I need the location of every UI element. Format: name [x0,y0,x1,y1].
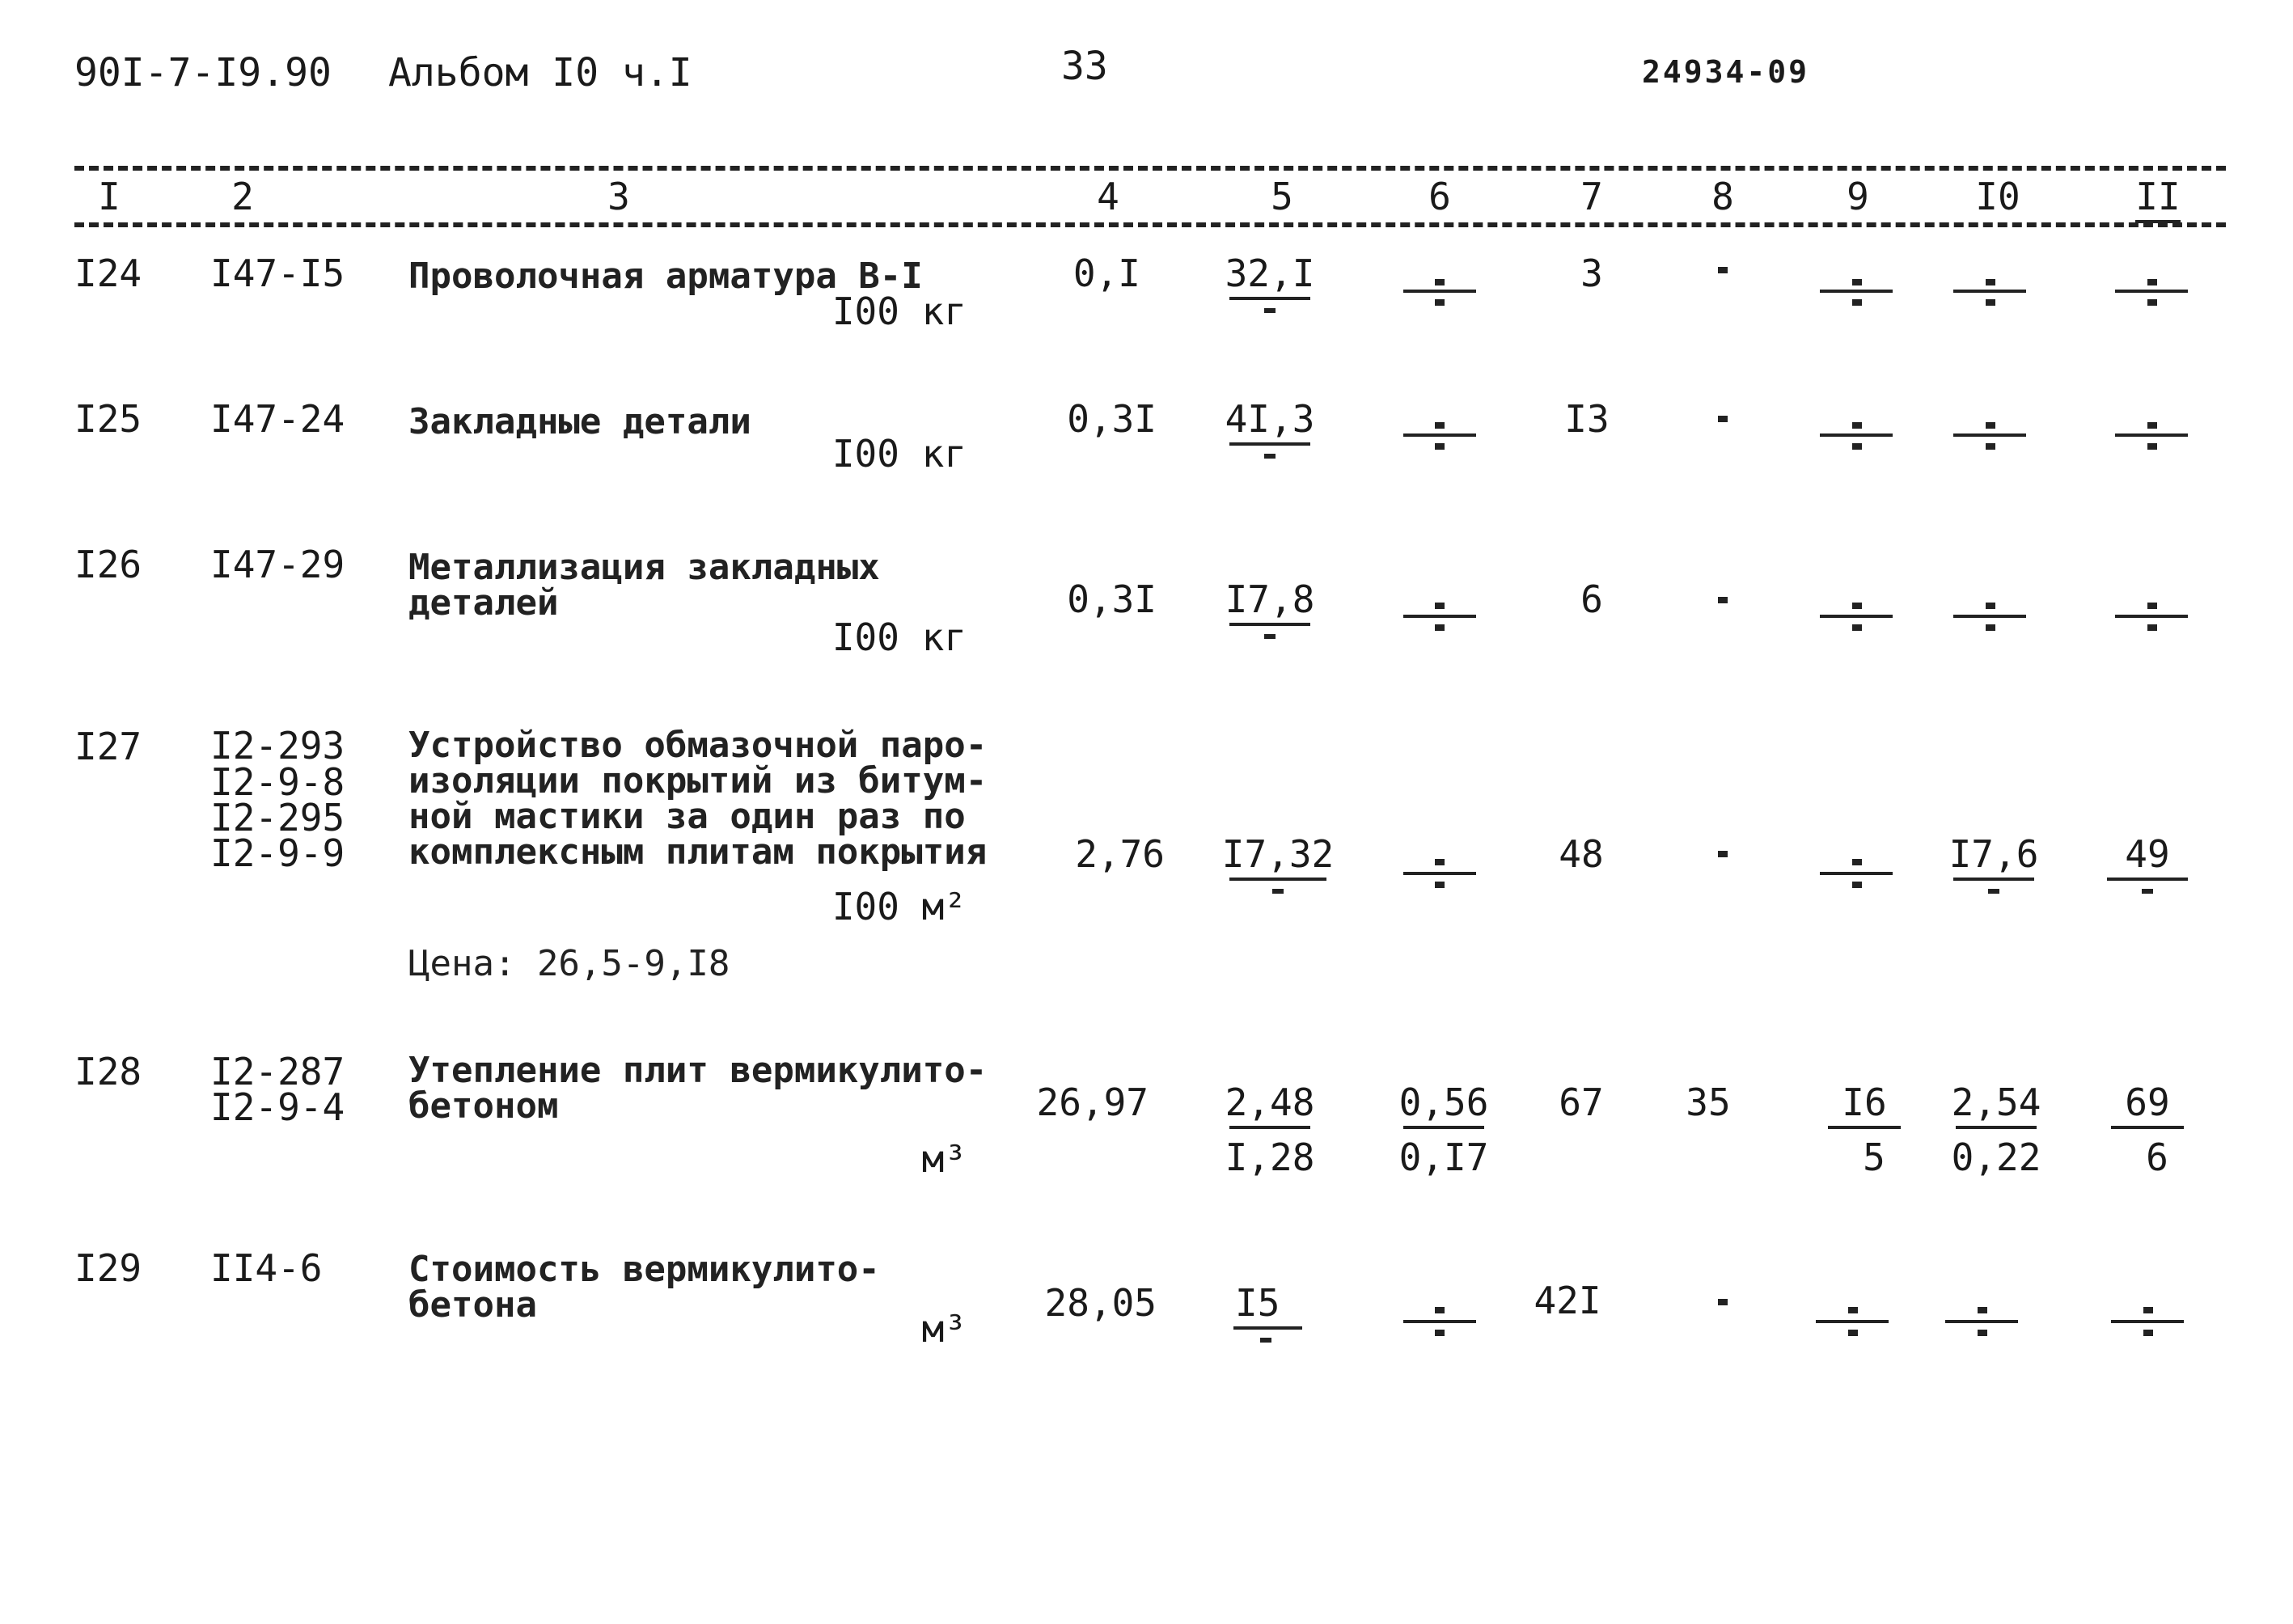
empty-dash [2147,443,2157,450]
empty-dash [1435,422,1445,429]
value-bottom: I,28 [1225,1136,1315,1179]
empty-fraction-col11 [2115,433,2188,437]
work-description: Проволочная арматура В-I [408,256,923,297]
row-number: I27 [74,725,142,768]
empty-dash [1260,1338,1271,1343]
empty-fraction-col10 [1953,433,2026,437]
value-bottom: 0,22 [1951,1136,2041,1179]
empty-dash [1435,279,1445,285]
header-bottom-rule [74,222,2226,227]
column-11-underline [2135,220,2181,223]
fraction-col10 [1951,1081,2041,1179]
cost-top: 32,I [1225,252,1315,295]
value-bottom: 5 [1863,1136,1885,1179]
work-description: Закладные детали [408,401,751,442]
empty-dash [1852,882,1862,888]
row-number: I25 [74,397,142,441]
norm-code: I2-295 [210,796,345,839]
fraction-bar [1229,878,1326,881]
value-top: 49 [2125,832,2170,876]
cost-top: I7,32 [1221,832,1335,876]
empty-dash [1718,416,1728,422]
empty-fraction-col11 [2115,615,2188,618]
value-bottom: 0,I7 [1398,1136,1489,1179]
empty-dash [1435,624,1445,631]
norm-code: I47-29 [210,543,345,586]
empty-dash [1435,882,1445,888]
empty-fraction-col9 [1816,1320,1889,1323]
empty-dash [1986,603,1995,609]
album-label: Альбом I0 ч.I [388,50,692,95]
quantity: 0,3I [1067,577,1157,621]
row-number: I26 [74,543,142,586]
fraction-col6 [1398,1081,1489,1179]
fraction-bar [1229,1126,1310,1129]
empty-dash [1272,889,1284,894]
fraction-bar [1956,1126,2037,1129]
norm-code: I2-293 [210,724,345,768]
fraction-col11 [2107,1081,2188,1179]
empty-dash [2143,1330,2153,1336]
work-description: Металлизация закладных деталей [408,547,880,624]
empty-fraction-col10 [1953,290,2026,293]
fraction-col9 [1824,1081,1905,1179]
row-number: I28 [74,1050,142,1093]
empty-dash [1848,1307,1858,1313]
empty-dash [2147,422,2157,429]
empty-fraction-col11 [2115,290,2188,293]
fraction-bar [2111,1126,2184,1129]
empty-dash [1852,422,1862,429]
fraction-bar [1828,1126,1901,1129]
column-number-4: 4 [1097,175,1119,218]
norm-code: II4-6 [210,1246,323,1290]
row-number: I24 [74,252,142,295]
empty-dash [1986,299,1995,306]
value-col7: 42I [1534,1279,1601,1322]
empty-dash [2142,889,2153,894]
empty-dash [1264,308,1276,313]
empty-dash [2147,603,2157,609]
document-number: 90I-7-I9.90 [74,50,332,95]
empty-dash [1986,443,1995,450]
column-number-2: 2 [231,175,254,218]
cost-top: I5 [1235,1281,1280,1325]
empty-fraction-col6 [1403,615,1476,618]
cost-fraction-col5 [1225,397,1315,465]
fraction-bar [1233,1326,1302,1330]
value-top: I6 [1842,1081,1887,1124]
empty-dash [1978,1307,1987,1313]
row-number: I29 [74,1246,142,1290]
column-number-8: 8 [1711,175,1734,218]
work-description: Утепление плит вермикулито- бетоном [408,1050,988,1127]
fraction-col11 [2107,832,2188,900]
empty-dash [1852,603,1862,609]
norm-code: I47-24 [210,397,345,441]
empty-fraction-col6 [1403,1320,1476,1323]
empty-fraction-col9 [1820,290,1893,293]
column-number-9: 9 [1847,175,1869,218]
empty-fraction-col6 [1403,433,1476,437]
fraction-bar [1229,297,1310,300]
empty-fraction-col11 [2111,1320,2184,1323]
fraction-bar [1403,1126,1484,1129]
unit-of-measure: I00 м² [831,885,967,928]
empty-dash [1986,422,1995,429]
empty-dash [1718,597,1728,603]
quantity: 2,76 [1075,832,1165,876]
cost-fraction-col5 [1221,832,1335,900]
norm-code: I2-9-4 [210,1085,345,1129]
value-col7: 48 [1559,832,1604,876]
value-top: 0,56 [1398,1081,1489,1124]
empty-dash [1718,851,1728,857]
value-col7: 67 [1559,1081,1604,1124]
document-code: 24934-09 [1642,54,1810,90]
empty-dash [1852,443,1862,450]
fraction-col10 [1948,832,2039,900]
column-number-6: 6 [1428,175,1451,218]
norm-code: I2-9-9 [210,831,345,875]
empty-fraction-col9 [1820,615,1893,618]
quantity: 0,I [1072,252,1140,295]
unit-of-measure: м³ [921,1307,967,1351]
unit-of-measure: I00 кг [831,615,967,659]
value-bottom: 6 [2146,1136,2168,1179]
value-col7: 3 [1580,252,1603,295]
cost-fraction-col5 [1225,252,1315,319]
value-top: 2,54 [1951,1081,2041,1124]
page-number: 33 [1061,44,1108,89]
empty-dash [2147,624,2157,631]
fraction-bar [1229,623,1310,626]
value-top: 69 [2125,1081,2170,1124]
norm-code: I2-9-8 [210,760,345,804]
value-col7: I3 [1564,397,1610,441]
empty-dash [1264,454,1276,459]
quantity: 0,3I [1067,397,1157,441]
empty-dash [2147,279,2157,285]
quantity: 26,97 [1036,1081,1149,1124]
value-top: 2,48 [1225,1081,1315,1124]
work-description: Стоимость вермикулито- бетона [408,1249,880,1326]
empty-fraction-col10 [1953,615,2026,618]
empty-dash [1848,1330,1858,1336]
empty-dash [1978,1330,1987,1336]
cost-top: 4I,3 [1225,397,1315,441]
empty-dash [1435,1307,1445,1313]
value-top: I7,6 [1948,832,2039,876]
value-col8: 35 [1686,1081,1731,1124]
unit-of-measure: м³ [921,1137,967,1181]
value-col7: 6 [1580,577,1603,621]
price-note: Цена: 26,5-9,I8 [408,943,730,984]
fraction-bar [2107,878,2188,881]
column-number-3: 3 [607,175,630,218]
empty-dash [1435,859,1445,865]
cost-fraction-col5 [1225,577,1315,645]
empty-dash [1435,299,1445,306]
empty-dash [1435,1330,1445,1336]
cost-top: I7,8 [1225,577,1315,621]
column-number-5: 5 [1271,175,1293,218]
cost-fraction-col5 [1225,1281,1306,1349]
norm-code: I47-I5 [210,252,345,295]
quantity: 28,05 [1044,1281,1157,1325]
empty-fraction-col6 [1403,872,1476,875]
empty-dash [1986,279,1995,285]
empty-fraction-col9 [1820,433,1893,437]
empty-dash [1435,443,1445,450]
empty-dash [1718,1299,1728,1305]
column-number-7: 7 [1580,175,1603,218]
column-number-11: II [2135,175,2181,218]
empty-fraction-col6 [1403,290,1476,293]
empty-dash [2143,1307,2153,1313]
unit-of-measure: I00 кг [831,432,967,476]
empty-dash [1435,603,1445,609]
norm-code: I2-287 [210,1050,345,1093]
unit-of-measure: I00 кг [831,290,967,333]
header-top-rule [74,166,2226,171]
empty-dash [1988,889,1999,894]
empty-dash [1852,299,1862,306]
empty-dash [1852,624,1862,631]
fraction-bar [1229,442,1310,446]
fraction-bar [1953,878,2034,881]
empty-fraction-col10 [1945,1320,2018,1323]
empty-dash [1852,279,1862,285]
empty-dash [1718,267,1728,273]
empty-dash [1264,634,1276,639]
empty-dash [1852,859,1862,865]
column-number-1: I [98,175,121,218]
work-description: Устройство обмазочной паро- изоляции покрытий из битум- ной мастики за один раз по комплексным плитам покрытия [408,725,988,873]
empty-dash [2147,299,2157,306]
empty-dash [1986,624,1995,631]
cost-fraction-col5 [1225,1081,1315,1179]
column-number-10: I0 [1975,175,2020,218]
empty-fraction-col9 [1820,872,1893,875]
